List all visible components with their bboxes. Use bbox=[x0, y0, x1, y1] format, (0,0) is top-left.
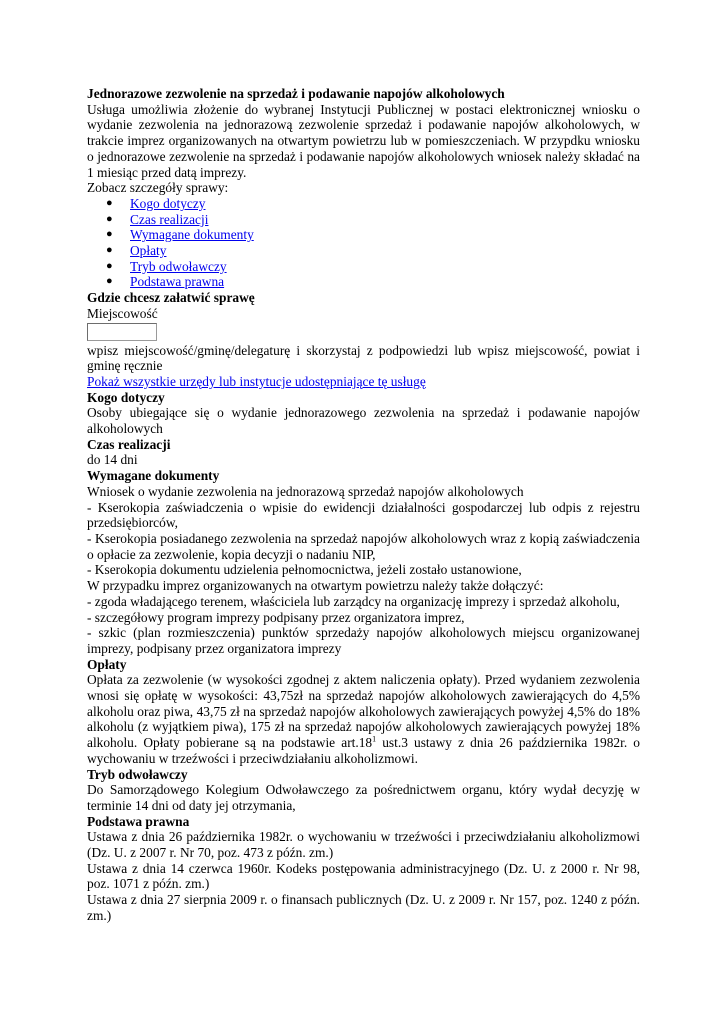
show-all-offices-link[interactable]: Pokaż wszystkie urzędy lub instytucje udostępniające tę usługę bbox=[87, 373, 426, 389]
section-heading-podstawa-prawna: Podstawa prawna bbox=[87, 813, 190, 829]
bullet-icon: ● bbox=[106, 228, 113, 241]
where-heading: Gdzie chcesz załatwić sprawę bbox=[87, 290, 255, 306]
document-line: Wniosek o wydanie zezwolenia na jednorazową sprzedaż napojów alkoholowych bbox=[87, 483, 524, 499]
bullet-icon: ● bbox=[106, 259, 113, 272]
bullet-icon: ● bbox=[106, 212, 113, 225]
document-line: - Kserokopia posiadanego zezwolenia na sprzedaż napojów alkoholowych wraz z kopią zaświadczenia o opłacie za zezwolenie, kopia decyzji o nadaniu NIP, bbox=[87, 530, 640, 562]
intro-paragraph: Usługa umożliwia złożenie do wybranej Instytucji Publicznej w postaci elektronicznej wniosku o wydanie zezwolenia na jednorazową zezwolenie sprzedaż i podawanie napojów alkoholowych, w trakcie imprez organizowanych na otwartym powietrzu lub w pomieszczeniach. W przypdku wniosku o jednorazowe zezwolenie na sprzedaż i podawanie napojów alkoholowych wniosek należy składać na 1 miesiąc przed datą imprezy. bbox=[87, 101, 640, 180]
document-page bbox=[87, 86, 640, 924]
document-line: - szkic (plan rozmieszczenia) punktów sprzedaży napojów alkoholowych miejscu organizowanej imprezy, podpisany przez organizatora imprezy bbox=[87, 625, 640, 656]
toc-link-wymagane-dokumenty[interactable]: Wymagane dokumenty bbox=[130, 227, 254, 243]
page-title: Jednorazowe zezwolenie na sprzedaż i podawanie napojów alkoholowych bbox=[87, 86, 505, 101]
section-heading-oplaty: Opłaty bbox=[87, 656, 127, 672]
bullet-icon: ● bbox=[106, 275, 113, 288]
toc-item bbox=[87, 227, 640, 243]
toc-link-tryb-odwolawczy[interactable]: Tryb odwoławczy bbox=[130, 258, 227, 274]
toc-item bbox=[87, 196, 640, 212]
toc-item bbox=[87, 243, 640, 259]
tryb-odwolawczy-text: Do Samorządowego Kolegium Odwoławczego za pośrednictwem organu, który wydał decyzję w terminie 14 dni od daty jej otrzymania, bbox=[87, 782, 640, 813]
czas-realizacji-text: do 14 dni bbox=[87, 452, 138, 468]
section-heading-tryb-odwolawczy: Tryb odwoławczy bbox=[87, 766, 188, 782]
toc-link-oplaty[interactable]: Opłaty bbox=[130, 243, 167, 259]
locality-hint: wpisz miejscowość/gminę/delegaturę i skorzystaj z podpowiedzi lub wpisz miejscowość, powiat i gminę ręcznie bbox=[87, 342, 640, 374]
toc-link-kogo-dotyczy[interactable]: Kogo dotyczy bbox=[130, 195, 206, 211]
document-line: - zgoda władającego terenem, właściciela lub zarządcy na organizację imprezy i sprzedaż alkoholu, bbox=[87, 593, 620, 609]
toc-link-czas-realizacji[interactable]: Czas realizacji bbox=[130, 211, 209, 227]
locality-label: Miejscowość bbox=[87, 305, 158, 321]
document-line: - szczegółowy program imprezy podpisany przez organizatora imprez, bbox=[87, 609, 465, 625]
document-line: W przypadku imprez organizowanych na otwartym powietrzu należy także dołączyć: bbox=[87, 578, 544, 594]
toc-item bbox=[87, 212, 640, 228]
kogo-dotyczy-text: Osoby ubiegające się o wydanie jednorazowego zezwolenia na sprzedaż i podawanie napojów alkoholowych bbox=[87, 405, 640, 437]
locality-input[interactable] bbox=[87, 323, 157, 341]
details-toc bbox=[87, 196, 640, 290]
legal-basis-line: Ustawa z dnia 27 sierpnia 2009 r. o finansach publicznych (Dz. U. z 2009 r. Nr 157, poz. 1240 z późn. zm.) bbox=[87, 892, 640, 923]
document-line: - Kserokopia dokumentu udzielenia pełnomocnictwa, jeżeli zostało ustanowione, bbox=[87, 562, 522, 578]
legal-basis-line: Ustawa z dnia 14 czerwca 1960r. Kodeks postępowania administracyjnego (Dz. U. z 2000 r. Nr 98, poz. 1071 z późn. zm.) bbox=[87, 860, 640, 892]
toc-item bbox=[87, 259, 640, 275]
oplaty-text-end: ust.3 ustawy z dnia 26 października 1982r. o wychowaniu w trzeźwości i przeciwdziałaniu alkoholizmowi. bbox=[87, 735, 640, 766]
document-line: - Kserokopia zaświadczenia o wpisie do ewidencji działalności gospodarczej lub odpis z rejestru przedsiębiorców, bbox=[87, 499, 640, 531]
section-heading-wymagane-dokumenty: Wymagane dokumenty bbox=[87, 468, 220, 484]
toc-item bbox=[87, 274, 640, 290]
section-heading-czas-realizacji: Czas realizacji bbox=[87, 436, 171, 452]
toc-link-podstawa-prawna[interactable]: Podstawa prawna bbox=[130, 274, 225, 290]
details-label: Zobacz szczegóły sprawy: bbox=[87, 180, 229, 196]
bullet-icon: ● bbox=[106, 196, 113, 209]
oplaty-text-main: Opłata za zezwolenie (w wysokości zgodnej z aktem naliczenia opłaty). Przed wydaniem zezwolenia wnosi się opłatę w wysokości: 43,75zł na sprzedaż napojów alkoholowych zawierających do 4,5% alkoholu oraz piwa, 43,75 zł na sprzedaż napojów alkoholowych zawierających powyżej 4,5% do 18% alkoholu (z wyjątkiem piwa), 175 zł na sprzedaż napojów alkoholowych zawierających powyżej 18% alkoholu. Opłaty pobierane są na podstawie art.18 bbox=[87, 672, 640, 751]
legal-basis-line: Ustawa z dnia 26 października 1982r. o wychowaniu w trzeźwości i przeciwdziałaniu alkoholizmowi (Dz. U. z 2007 r. Nr 70, poz. 473 z późn. zm.) bbox=[87, 829, 640, 861]
show-all-paragraph bbox=[87, 374, 640, 390]
oplaty-text bbox=[87, 672, 640, 766]
bullet-icon: ● bbox=[106, 244, 113, 257]
section-heading-kogo-dotyczy: Kogo dotyczy bbox=[87, 389, 165, 405]
oplaty-superscript: 1 bbox=[372, 734, 377, 744]
